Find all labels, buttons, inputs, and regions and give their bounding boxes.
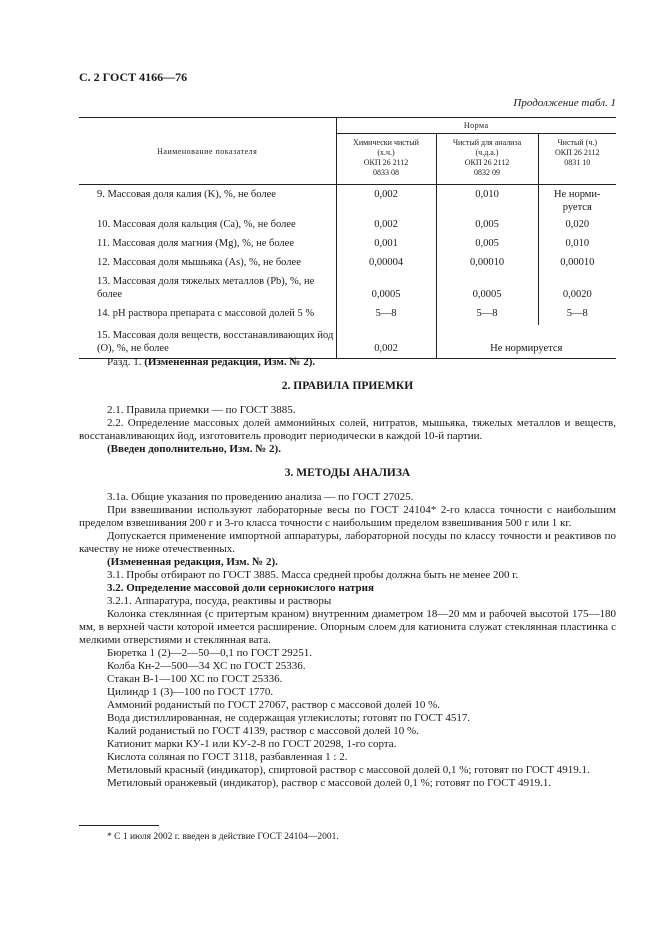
paragraph: Допускается применение импортной аппаратуры, лабораторной посуды по классу точности и реактивов по качеству не ниже отечественных. — [79, 530, 616, 555]
table-row: 12. Массовая доля мышьяка (As), %, не более 0,00004 0,00010 0,00010 — [79, 253, 616, 272]
list-item: Калий роданистый по ГОСТ 4139, раствор с массовой долей 10 %. — [107, 725, 419, 737]
paragraph: 3.2.1. Аппаратура, посуда, реактивы и растворы — [107, 595, 332, 607]
list-item: Аммоний роданистый по ГОСТ 27067, раствор с массовой долей 10 %. — [107, 699, 441, 711]
paragraph: 3.1а. Общие указания по проведению анализа — по ГОСТ 27025. — [107, 491, 414, 503]
footnote-divider — [79, 825, 159, 826]
list-item: Кислота соляная по ГОСТ 3118, разбавленная 1 : 2. — [107, 751, 348, 763]
paragraph: 3.1. Пробы отбирают по ГОСТ 3885. Масса средней пробы должна быть не менее 200 г. — [107, 569, 519, 581]
list-item: Катионит марки КУ-1 или КУ-2-8 по ГОСТ 20298, 1-го сорта. — [107, 738, 397, 750]
section-2-title: 2. ПРАВИЛА ПРИЕМКИ — [281, 380, 414, 392]
subsection-title: 3.2. Определение массовой доли сернокислого натрия — [107, 582, 374, 594]
list-item: Метиловый красный (индикатор), спиртовой раствор с массовой долей 0,1 %; готовят по ГОСТ 4919.1. — [107, 764, 590, 776]
razd-note: Разд. 1. (Измененная редакция, Изм. № 2). — [107, 356, 316, 368]
amendment-note: (Измененная редакция, Изм. № 2). — [107, 556, 278, 568]
document-body — [79, 356, 616, 790]
table-row: 15. Массовая доля веществ, восстанавливающих йод (O), %, не более 0,002 Не нормируется — [79, 325, 616, 359]
column-header-norma: Норма — [336, 118, 616, 134]
column-header-grade-3: Чистый (ч.) ОКП 26 2112 0831 10 — [538, 134, 616, 185]
list-item: Стакан В-1—100 ХС по ГОСТ 25336. — [107, 673, 283, 685]
table-row: 14. pH раствора препарата с массовой долей 5 % 5—8 5—8 5—8 — [79, 303, 616, 325]
paragraph: 2.1. Правила приемки — по ГОСТ 3885. — [107, 404, 296, 416]
list-item: Цилиндр 1 (3)—100 по ГОСТ 1770. — [107, 686, 274, 698]
table-continuation-label: Продолжение табл. 1 — [513, 97, 616, 109]
paragraph: При взвешивании используют лабораторные весы по ГОСТ 24104* 2-го класса точности с наибольшим пределом взвешивания 200 г и 3-го класса точности с наибольшим пределом взвешивания 500 г или 1 кг. — [79, 504, 616, 529]
table-row: 13. Массовая доля тяжелых металлов (Pb), %, не более 0,0005 0,0005 0,0020 — [79, 272, 616, 303]
column-header-grade-2: Чистый для анализа (ч.д.а.) ОКП 26 2112 0832 09 — [436, 134, 538, 185]
table-row: 11. Массовая доля магния (Mg), %, не более 0,001 0,005 0,010 — [79, 234, 616, 253]
table-row: 10. Массовая доля кальция (Ca), %, не более 0,002 0,005 0,020 — [79, 214, 616, 234]
section-3-title: 3. МЕТОДЫ АНАЛИЗА — [284, 467, 411, 479]
footnote: * С 1 июля 2002 г. введен в действие ГОСТ 24104—2001. — [107, 832, 339, 842]
list-item: Бюретка 1 (2)—2—50—0,1 по ГОСТ 29251. — [107, 647, 312, 659]
list-item: Колба Кн-2—500—34 ХС по ГОСТ 25336. — [107, 660, 306, 672]
list-item: Вода дистиллированная, не содержащая углекислоты; готовят по ГОСТ 4517. — [107, 712, 471, 724]
column-header-grade-1: Химически чистый (х.ч.) ОКП 26 2112 0833 08 — [336, 134, 436, 185]
table-row: 9. Массовая доля калия (K), %, не более 0,002 0,010 Не норми- руется — [79, 185, 616, 215]
list-item: Метиловый оранжевый (индикатор), раствор с массовой долей 0,1 %; готовят по ГОСТ 4919.1. — [107, 777, 552, 789]
amendment-note: (Введен дополнительно, Изм. № 2). — [107, 443, 281, 455]
norms-table — [79, 117, 616, 359]
page-header: С. 2 ГОСТ 4166—76 — [79, 70, 188, 84]
paragraph: 2.2. Определение массовых долей аммонийных солей, нитратов, мышьяка, тяжелых металлов и веществ, восстанавливающих йод, изготовитель проводит периодически в каждой 10-й партии. — [79, 417, 616, 442]
paragraph: Колонка стеклянная (с притертым краном) внутренним диаметром 18—20 мм и рабочей высотой 175—180 мм, в верхней части которой имеется расширение. Опорным слоем для катионита служат стеклянная пластинка с мелкими отверстиями и стеклянная вата. — [79, 608, 616, 646]
column-header-name: Наименование показателя — [79, 118, 336, 185]
